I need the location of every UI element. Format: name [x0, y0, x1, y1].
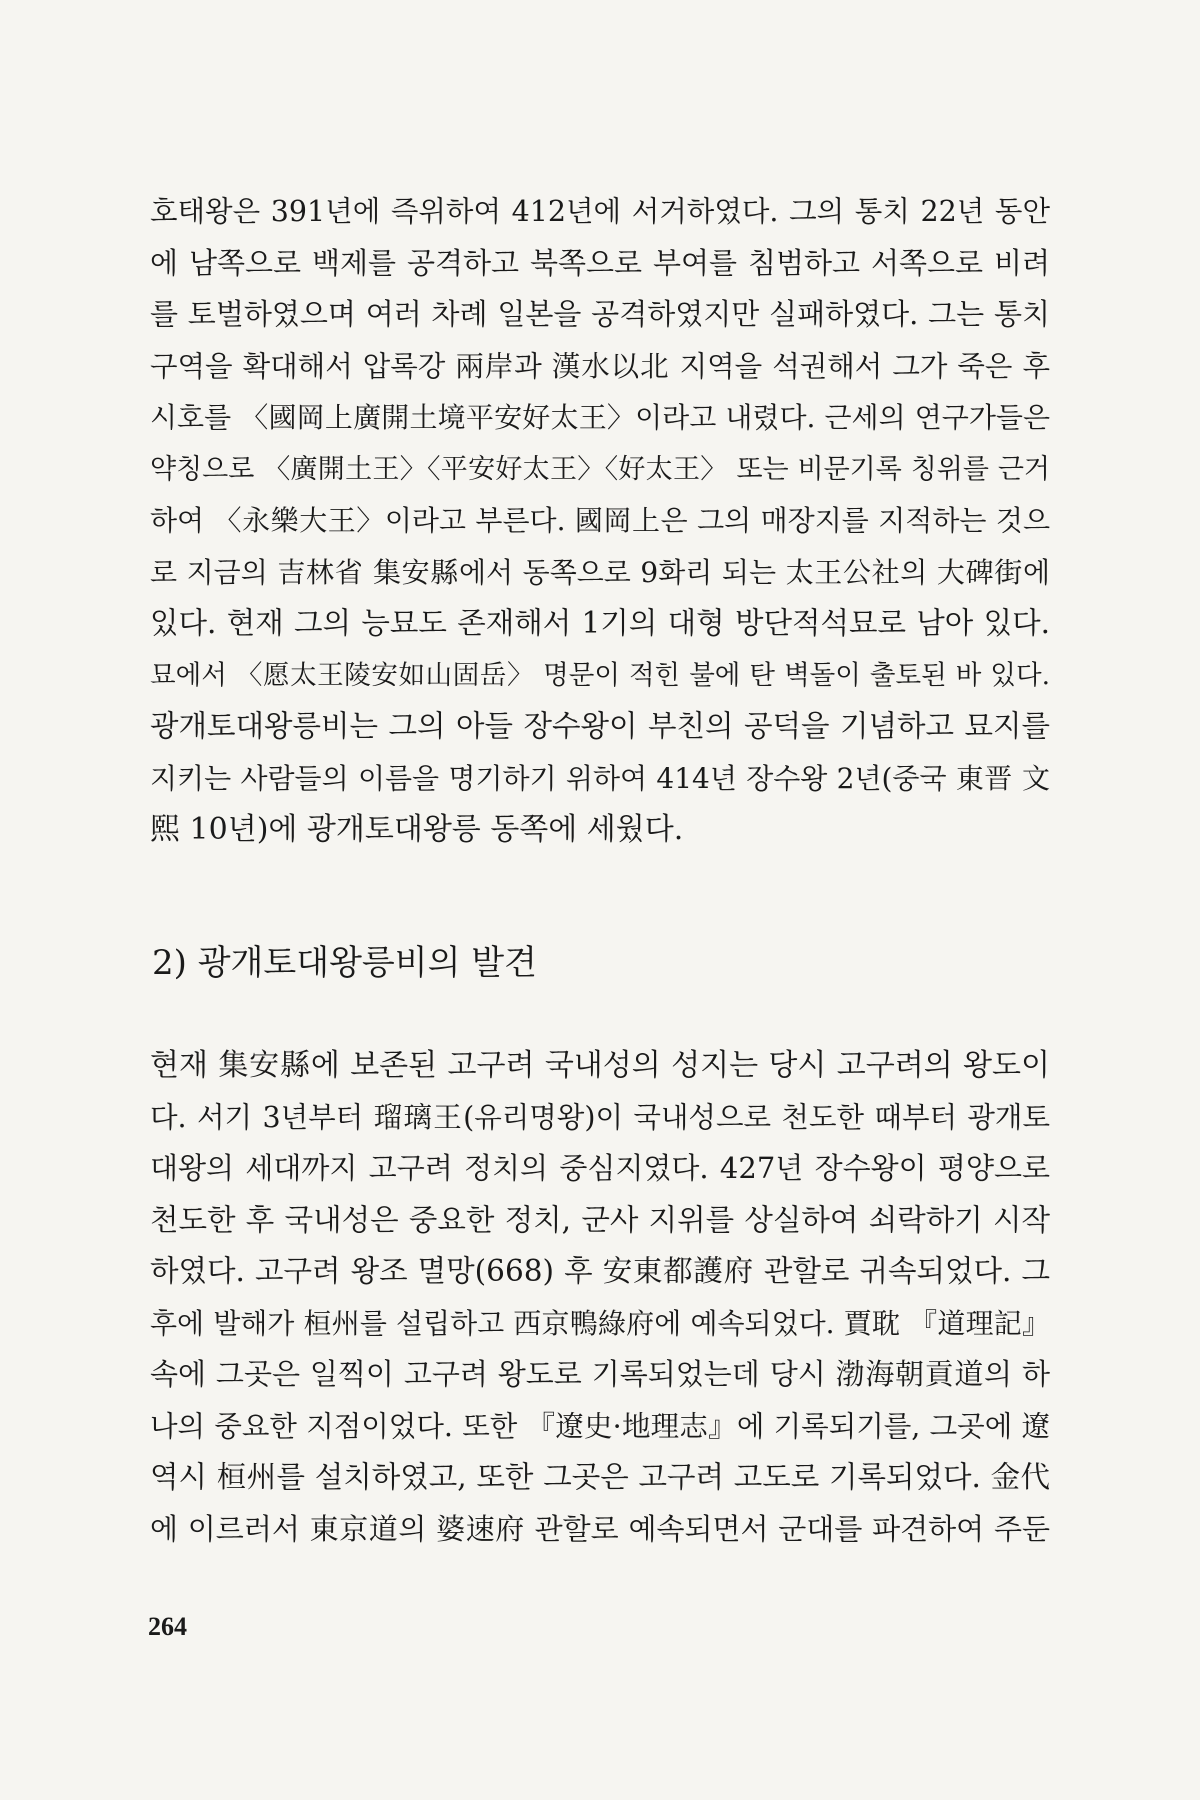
- paragraph-1: [150, 186, 1050, 856]
- paragraph-line: 지키는 사람들의 이름을 명기하기 위하여 414년 장수왕 2년(중국 東晋 文: [150, 761, 1050, 795]
- paragraph-line: 에 이르러서 東京道의 婆速府 관할로 예속되면서 군대를 파견하여 주둔: [150, 1511, 1050, 1546]
- paragraph-line: 후에 발해가 桓州를 설립하고 西京鴨綠府에 예속되었다. 賈耽 『道理記』: [150, 1306, 1050, 1340]
- paragraph-line: 다. 서기 3년부터 瑠璃王(유리명왕)이 국내성으로 천도한 때부터 광개토: [150, 1100, 1050, 1134]
- paragraph-line: 시호를 〈國岡上廣開土境平安好太王〉이라고 내렸다. 근세의 연구가들은: [150, 401, 1050, 434]
- paragraph-line: 약칭으로 〈廣開土王〉〈平安好太王〉〈好太王〉 또는 비문기록 칭위를 근거: [150, 453, 1050, 485]
- paragraph-2: [150, 1040, 1050, 1555]
- paragraph-line: 나의 중요한 지점이었다. 또한 『遼史·地理志』에 기록되기를, 그곳에 遼: [150, 1409, 1050, 1443]
- paragraph-line: 를 토벌하였으며 여러 차례 일본을 공격하였지만 실패하였다. 그는 통치: [150, 297, 1050, 331]
- paragraph-line: 로 지금의 吉林省 集安縣에서 동쪽으로 9화리 되는 太王公社의 大碑街에: [150, 555, 1050, 589]
- page-number: 264: [148, 1612, 187, 1641]
- paragraph-line: 熙 10년)에 광개토대왕릉 동쪽에 세웠다.: [150, 812, 684, 847]
- paragraph-line: 구역을 확대해서 압록강 兩岸과 漢水以北 지역을 석권해서 그가 죽은 후: [150, 349, 1050, 383]
- paragraph-line: 호태왕은 391년에 즉위하여 412년에 서거하였다. 그의 통치 22년 동안: [150, 195, 1050, 228]
- paragraph-line: 하였다. 고구려 왕조 멸망(668) 후 安東都護府 관할로 귀속되었다. 그: [150, 1254, 1050, 1288]
- paragraph-line: 하여 〈永樂大王〉이라고 부른다. 國岡上은 그의 매장지를 지적하는 것으: [150, 504, 1050, 537]
- paragraph-line: 역시 桓州를 설치하였고, 또한 그곳은 고구려 고도로 기록되었다. 金代: [150, 1460, 1050, 1494]
- paragraph-line: 속에 그곳은 일찍이 고구려 왕도로 기록되었는데 당시 渤海朝貢道의 하: [150, 1357, 1050, 1391]
- paragraph-line: 광개토대왕릉비는 그의 아들 장수왕이 부친의 공덕을 기념하고 묘지를: [150, 709, 1050, 743]
- paragraph-line: 묘에서 〈愿太王陵安如山固岳〉 명문이 적힌 불에 탄 벽돌이 출토된 바 있다.: [150, 659, 1050, 691]
- paragraph-line: 천도한 후 국내성은 중요한 정치, 군사 지위를 상실하여 쇠락하기 시작: [150, 1202, 1050, 1237]
- section-heading: 2) 광개토대왕릉비의 발견: [152, 943, 537, 983]
- paragraph-line: 현재 集安縣에 보존된 고구려 국내성의 성지는 당시 고구려의 왕도이: [150, 1048, 1050, 1083]
- paragraph-line: 에 남쪽으로 백제를 공격하고 북쪽으로 부여를 침범하고 서쪽으로 비려: [150, 245, 1050, 280]
- paragraph-line: 있다. 현재 그의 능묘도 존재해서 1기의 대형 방단적석묘로 남아 있다.: [150, 606, 1050, 640]
- paragraph-line: 대왕의 세대까지 고구려 정치의 중심지였다. 427년 장수왕이 평양으로: [150, 1151, 1050, 1185]
